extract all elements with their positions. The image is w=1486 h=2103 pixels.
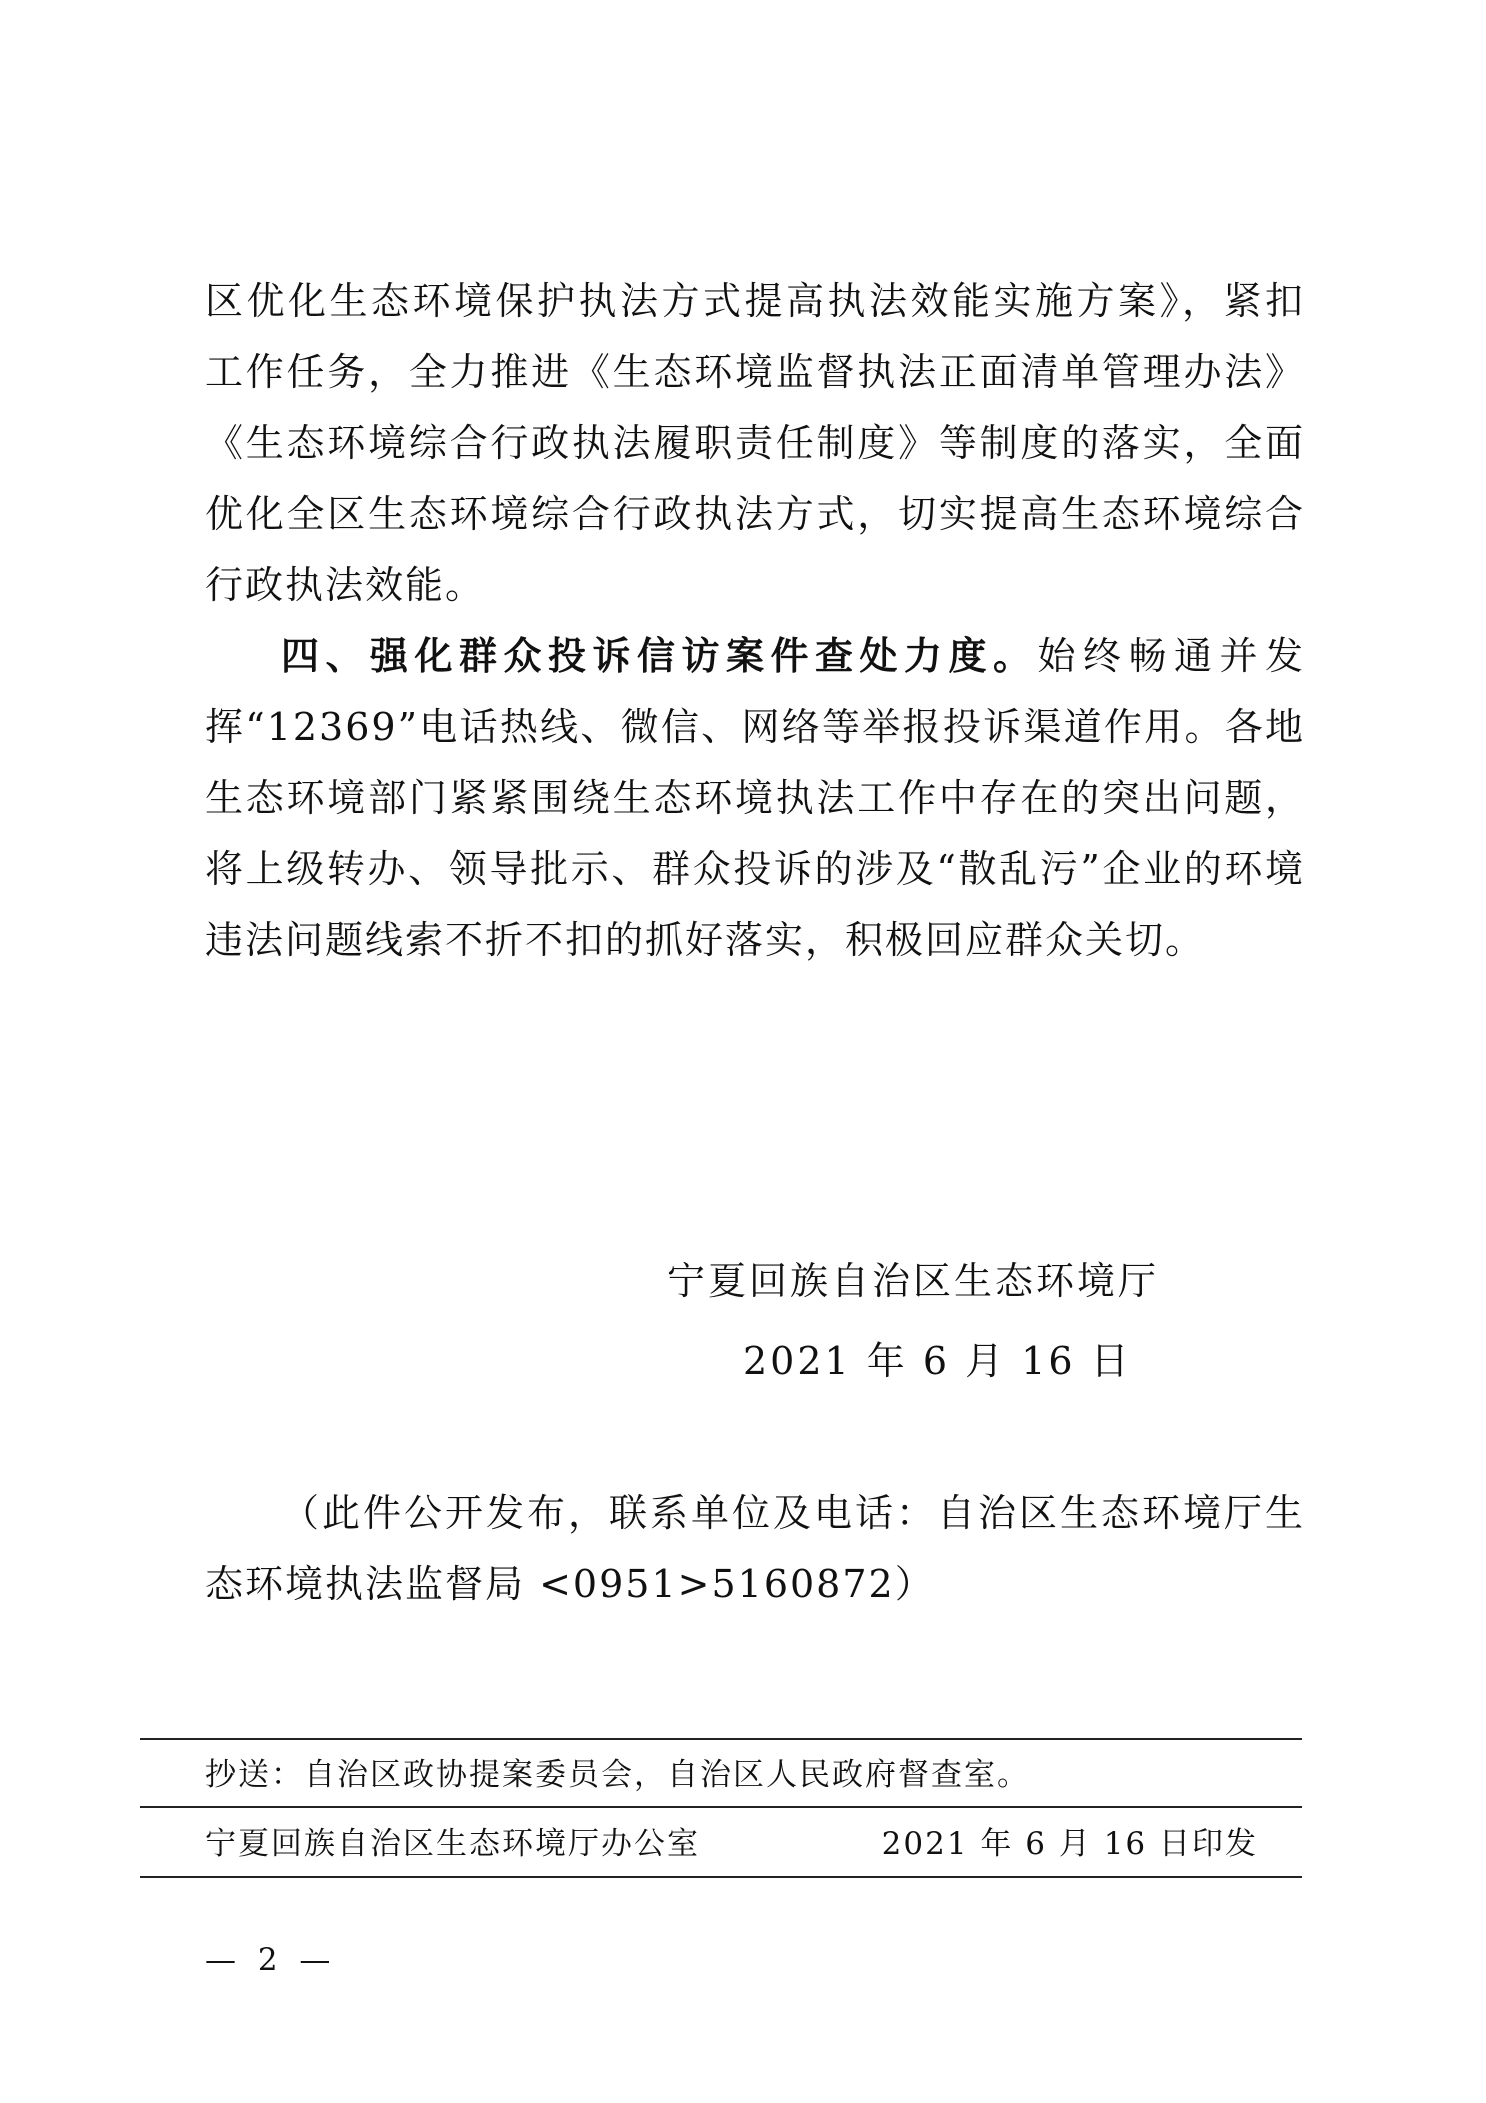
- paragraph-contact-note: （此件公开发布，联系单位及电话：自治区生态环境厅生态环境执法监督局 <0951>5160872）: [205, 1491, 1305, 1606]
- issue-date: 2021 年 6 月 16 日印发: [881, 1826, 1258, 1862]
- signature-organization: 宁夏回族自治区生态环境厅: [667, 1259, 1160, 1303]
- divider-middle: [140, 1806, 1302, 1808]
- section-heading: 四、强化群众投诉信访案件查处力度。: [281, 634, 1038, 678]
- paragraph-implementation: 区优化生态环境保护执法方式提高执法效能实施方案》，紧扣工作任务，全力推进《生态环境监督执法正面清单管理办法》《生态环境综合行政执法履职责任制度》等制度的落实，全面优化全区生态环境综合行政执法方式，切实提高生态环境综合行政执法效能。: [205, 279, 1305, 607]
- page-number: — 2 —: [205, 1942, 337, 1978]
- divider-bottom: [140, 1876, 1302, 1878]
- section-body: 始终畅通并发挥“12369”电话热线、微信、网络等举报投诉渠道作用。各地生态环境部门紧紧围绕生态环境执法工作中存在的突出问题，将上级转办、领导批示、群众投诉的涉及“散乱污”企业的环境违法问题线索不折不扣的抓好落实，积极回应群众关切。: [205, 634, 1305, 962]
- signature-date: 2021 年 6 月 16 日: [743, 1339, 1132, 1383]
- divider-top: [140, 1738, 1302, 1740]
- cc-line: 抄送：自治区政协提案委员会，自治区人民政府督查室。: [205, 1757, 1030, 1793]
- issuer-office: 宁夏回族自治区生态环境厅办公室: [205, 1826, 700, 1862]
- paragraph-complaints: [205, 621, 1305, 976]
